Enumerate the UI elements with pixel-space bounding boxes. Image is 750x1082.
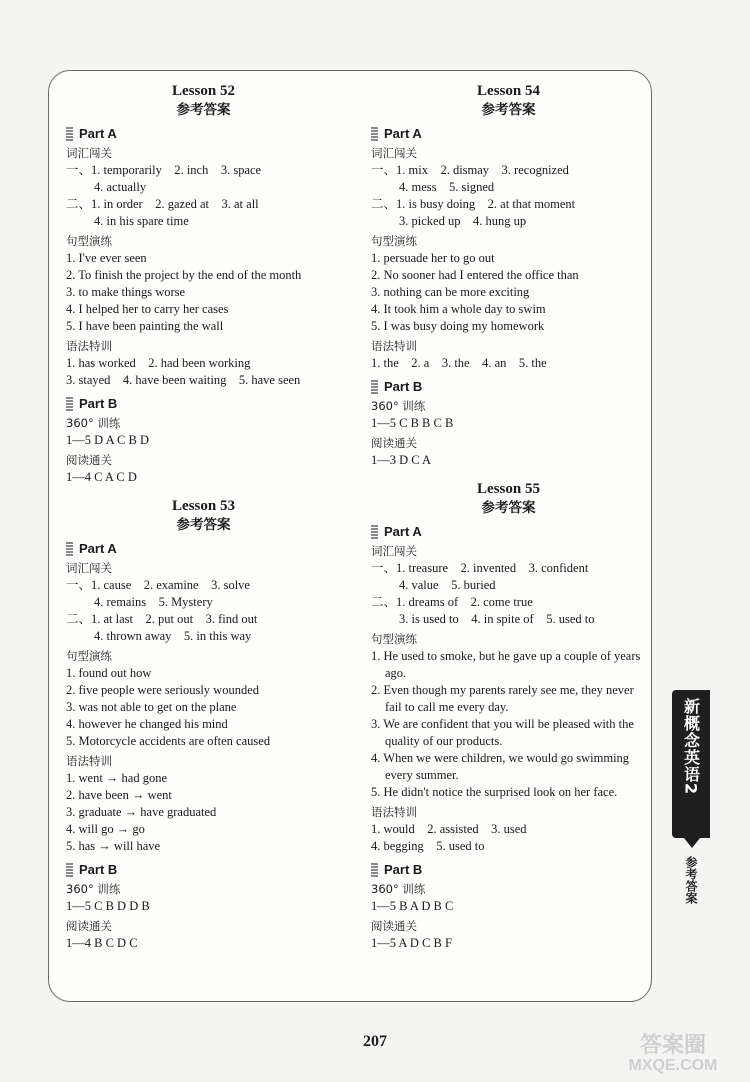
part-a-heading: Part A xyxy=(371,125,646,142)
tab-arrow-icon xyxy=(684,838,700,848)
part-marker-icon xyxy=(371,525,378,539)
sentence-line: 4. It took him a whole day to swim xyxy=(371,302,546,316)
sentence-line: 3. nothing can be more exciting xyxy=(371,285,530,299)
grammar-line: 4. begging 5. used to xyxy=(371,839,485,853)
grammar-line: 5. has → will have xyxy=(66,839,161,853)
vocab-line: 二、1. is busy doing 2. at that moment xyxy=(371,197,576,211)
sentence-line: 5. I have been painting the wall xyxy=(66,319,224,333)
vocab-line: 一、1. cause 2. examine 3. solve xyxy=(66,578,250,592)
part-marker-icon xyxy=(371,127,378,141)
sentence-line: 5. I was busy doing my homework xyxy=(371,319,545,333)
part-marker-icon xyxy=(66,397,73,411)
sentence-line: 5. He didn't notice the surprised look on her face. xyxy=(371,785,618,799)
grammar-line: 1. the 2. a 3. the 4. an 5. the xyxy=(371,356,547,370)
grammar-title: 语法特训 xyxy=(66,339,112,353)
book-title: 新概念英语2 xyxy=(681,698,701,796)
sentence-line: 1. I've ever seen xyxy=(66,251,147,265)
sentence-line: 2. No sooner had I entered the office than xyxy=(371,268,579,282)
sentence-line: 4. When we were children, we would go swimming every summer. xyxy=(371,751,630,782)
page-number: 207 xyxy=(363,1033,387,1050)
sentence-line: 3. to make things worse xyxy=(66,285,186,299)
vocab-line: 二、1. dreams of 2. come true xyxy=(371,595,533,609)
train-answers: 1—5 B A D B C xyxy=(371,899,454,913)
vocab-line: 3. is used to 4. in spite of 5. used to xyxy=(399,612,595,626)
sentence-title: 句型演练 xyxy=(66,234,112,248)
lesson-52 xyxy=(66,83,341,486)
part-marker-icon xyxy=(371,380,378,394)
vocab-title: 词汇闯关 xyxy=(371,544,417,558)
train-title: 360° 训练 xyxy=(371,882,426,896)
reading-title: 阅读通关 xyxy=(371,919,417,933)
lesson-title: Lesson 55 xyxy=(477,481,540,497)
part-marker-icon xyxy=(66,127,73,141)
part-a-heading: Part A xyxy=(371,523,646,540)
answers-title: 参考答案 xyxy=(481,102,536,118)
answers-title: 参考答案 xyxy=(176,102,231,118)
grammar-title: 语法特训 xyxy=(371,805,417,819)
vocab-title: 词汇闯关 xyxy=(371,146,417,160)
sentence-line: 4. however he changed his mind xyxy=(66,717,228,731)
lesson-54 xyxy=(371,83,646,469)
part-b-heading: Part B xyxy=(371,861,646,878)
reading-title: 阅读通关 xyxy=(371,436,417,450)
sentence-line: 3. was not able to get on the plane xyxy=(66,700,237,714)
train-answers: 1—5 D A C B D xyxy=(66,433,150,447)
watermark-top: 答案圈 xyxy=(639,1033,706,1058)
vocab-line: 一、1. mix 2. dismay 3. recognized xyxy=(371,163,569,177)
sentence-line: 4. I helped her to carry her cases xyxy=(66,302,229,316)
part-b-heading: Part B xyxy=(66,395,341,412)
book-side-tab xyxy=(672,690,710,838)
vocab-line: 一、1. temporarily 2. inch 3. space xyxy=(66,163,262,177)
vocab-line: 4. in his spare time xyxy=(94,214,189,228)
answer-card xyxy=(48,70,652,1002)
grammar-line: 2. have been → went xyxy=(66,788,172,802)
vocab-title: 词汇闯关 xyxy=(66,561,112,575)
lesson-53 xyxy=(66,498,341,952)
lesson-title: Lesson 54 xyxy=(477,83,540,99)
vocab-line: 4. thrown away 5. in this way xyxy=(94,629,252,643)
vocab-title: 词汇闯关 xyxy=(66,146,112,160)
grammar-line: 1. would 2. assisted 3. used xyxy=(371,822,527,836)
vocab-line: 3. picked up 4. hung up xyxy=(399,214,527,228)
sentence-line: 1. found out how xyxy=(66,666,152,680)
train-title: 360° 训练 xyxy=(66,882,121,896)
right-column xyxy=(371,79,646,952)
answers-title: 参考答案 xyxy=(176,517,231,533)
train-title: 360° 训练 xyxy=(371,399,426,413)
train-answers: 1—5 C B B C B xyxy=(371,416,454,430)
sentence-line: 1. persuade her to go out xyxy=(371,251,495,265)
part-a-heading: Part A xyxy=(66,125,341,142)
part-marker-icon xyxy=(371,863,378,877)
grammar-line: 1. has worked 2. had been working xyxy=(66,356,251,370)
grammar-line: 3. graduate → have graduated xyxy=(66,805,217,819)
part-b-heading: Part B xyxy=(371,378,646,395)
sentence-line: 1. He used to smoke, but he gave up a couple of years ago. xyxy=(371,649,641,680)
train-answers: 1—5 C B D D B xyxy=(66,899,150,913)
sentence-line: 2. Even though my parents rarely see me, they never fail to call me every day. xyxy=(371,683,634,714)
vocab-line: 二、1. in order 2. gazed at 3. at all xyxy=(66,197,259,211)
left-column xyxy=(66,79,341,952)
vocab-line: 4. value 5. buried xyxy=(399,578,496,592)
grammar-line: 3. stayed 4. have been waiting 5. have seen xyxy=(66,373,301,387)
lesson-55 xyxy=(371,481,646,952)
sentence-title: 句型演练 xyxy=(66,649,112,663)
watermark-bottom: MXQE.COM xyxy=(628,1057,718,1074)
grammar-title: 语法特训 xyxy=(66,754,112,768)
part-b-heading: Part B xyxy=(66,861,341,878)
sentence-line: 3. We are confident that you will be pleased with the quality of our products. xyxy=(371,717,634,748)
train-title: 360° 训练 xyxy=(66,416,121,430)
reading-answers: 1—4 B C D C xyxy=(66,936,138,950)
lesson-title: Lesson 53 xyxy=(172,498,235,514)
part-marker-icon xyxy=(66,863,73,877)
reading-title: 阅读通关 xyxy=(66,919,112,933)
grammar-title: 语法特训 xyxy=(371,339,417,353)
watermark-logo xyxy=(608,1033,738,1080)
sentence-title: 句型演练 xyxy=(371,632,417,646)
reading-answers: 1—4 C A C D xyxy=(66,470,137,484)
grammar-line: 4. will go → go xyxy=(66,822,145,836)
grammar-line: 1. went → had gone xyxy=(66,771,168,785)
reading-answers: 1—3 D C A xyxy=(371,453,432,467)
vocab-line: 4. mess 5. signed xyxy=(399,180,495,194)
vocab-line: 一、1. treasure 2. invented 3. confident xyxy=(371,561,589,575)
sentence-title: 句型演练 xyxy=(371,234,417,248)
part-a-heading: Part A xyxy=(66,540,341,557)
vocab-line: 4. actually xyxy=(94,180,147,194)
vocab-line: 4. remains 5. Mystery xyxy=(94,595,213,609)
side-label: 参考答案 xyxy=(684,856,698,904)
vocab-line: 二、1. at last 2. put out 3. find out xyxy=(66,612,258,626)
reading-title: 阅读通关 xyxy=(66,453,112,467)
sentence-line: 2. To finish the project by the end of the month xyxy=(66,268,302,282)
sentence-line: 5. Motorcycle accidents are often caused xyxy=(66,734,271,748)
reading-answers: 1—5 A D C B F xyxy=(371,936,452,950)
part-marker-icon xyxy=(66,542,73,556)
sentence-line: 2. five people were seriously wounded xyxy=(66,683,259,697)
lesson-title: Lesson 52 xyxy=(172,83,235,99)
answers-title: 参考答案 xyxy=(481,500,536,516)
